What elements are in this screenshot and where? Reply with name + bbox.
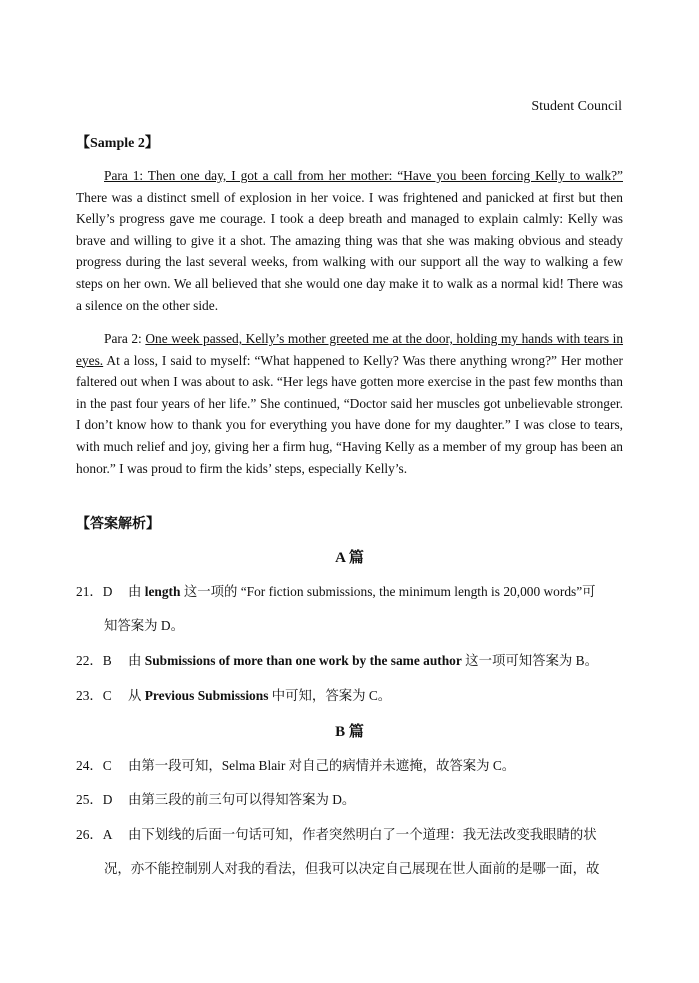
answer-text: 中可知，答案为 C。 xyxy=(268,688,392,703)
answer-item xyxy=(76,644,623,678)
answer-text-pre: 由 xyxy=(128,653,145,668)
answer-text: 由第一段可知，Selma Blair 对自己的病情并未遮掩，故答案为 C。 xyxy=(128,758,516,773)
paragraph-2-lead: Para 2: xyxy=(104,331,146,346)
answer-item xyxy=(76,575,623,643)
answer-text-continued: 况，亦不能控制别人对我的看法，但我可以决定自己展现在世人面前的是哪一面，故 xyxy=(104,861,600,876)
answer-number: 23．C xyxy=(76,688,112,703)
answer-item xyxy=(76,783,623,817)
paragraph-2 xyxy=(76,328,623,479)
sample-heading: 【Sample 2】 xyxy=(76,136,159,151)
answer-number: 22．B xyxy=(76,653,112,668)
answer-keyword: Submissions of more than one work by the same author xyxy=(144,653,462,668)
paragraph-2-body: At a loss, I said to myself: “What happened to Kelly? Was there anything wrong?” Her mother faltered out when I was about to ask. “Her legs have gotten more exercise in the past few months than in the past four years of her life.” She continued, “Doctor said her muscles got unbelievable stronger. I don’t know how to thank you for everything you have done for my daughter.” I was close to tears, with much relief and joy, giving her a firm hug, “Having Kelly as a member of my group has been an honor.” I was proud to firm the kids’ steps, especially Kelly’s. xyxy=(76,352,623,476)
answer-number: 21．D xyxy=(76,584,113,599)
answer-text: 这一项可知答案为 B。 xyxy=(461,653,598,668)
answer-item xyxy=(76,749,623,783)
answer-number: 24．C xyxy=(76,758,112,773)
section-b-title: B 篇 xyxy=(335,724,364,740)
answer-keyword: Previous Submissions xyxy=(144,688,269,703)
answer-item xyxy=(76,818,623,886)
paragraph-1-body: There was a distinct smell of explosion in her voice. I was frightened and panicked at first but then Kelly’s progress gave me courage. I took a deep breath and managed to explain calmly: Kelly was brave and willing to give it a shot. The amazing thing was that she was making obvious and steady progress during the last several weeks, from walking with our support all the way to walking a few steps on her own. We all believed that she would one day make it to walk as a normal kid! There was a silence on the other side. xyxy=(76,189,623,313)
header-org-name: Student Council xyxy=(531,99,622,114)
paragraph-2-underlined: One week passed, Kelly’s mother greeted me at the door, holding my hands with tears in eyes. xyxy=(76,331,624,368)
paragraph-1-underlined: Para 1: Then one day, I got a call from her mother: “Have you been forcing Kelly to walk?” xyxy=(104,168,623,183)
answer-text: 这一项的 “For fiction submissions, the minimum length is 20,000 words”可 xyxy=(180,584,596,599)
answer-number: 26．A xyxy=(76,827,113,842)
answer-number: 25．D xyxy=(76,792,113,807)
answer-keyword: length xyxy=(144,584,181,599)
answer-item xyxy=(76,679,623,713)
answer-text: 由第三段的前三句可以得知答案为 D。 xyxy=(128,792,356,807)
answer-text-pre: 由 xyxy=(128,584,145,599)
paragraph-1 xyxy=(76,165,623,316)
answer-text-continued: 知答案为 D。 xyxy=(104,618,184,633)
answer-text: 由下划线的后面一句话可知，作者突然明白了一个道理：我无法改变我眼睛的状 xyxy=(128,827,597,842)
answer-text-pre: 从 xyxy=(128,688,145,703)
answer-analysis-heading: 【答案解析】 xyxy=(76,517,160,532)
section-a-title: A 篇 xyxy=(335,550,364,566)
